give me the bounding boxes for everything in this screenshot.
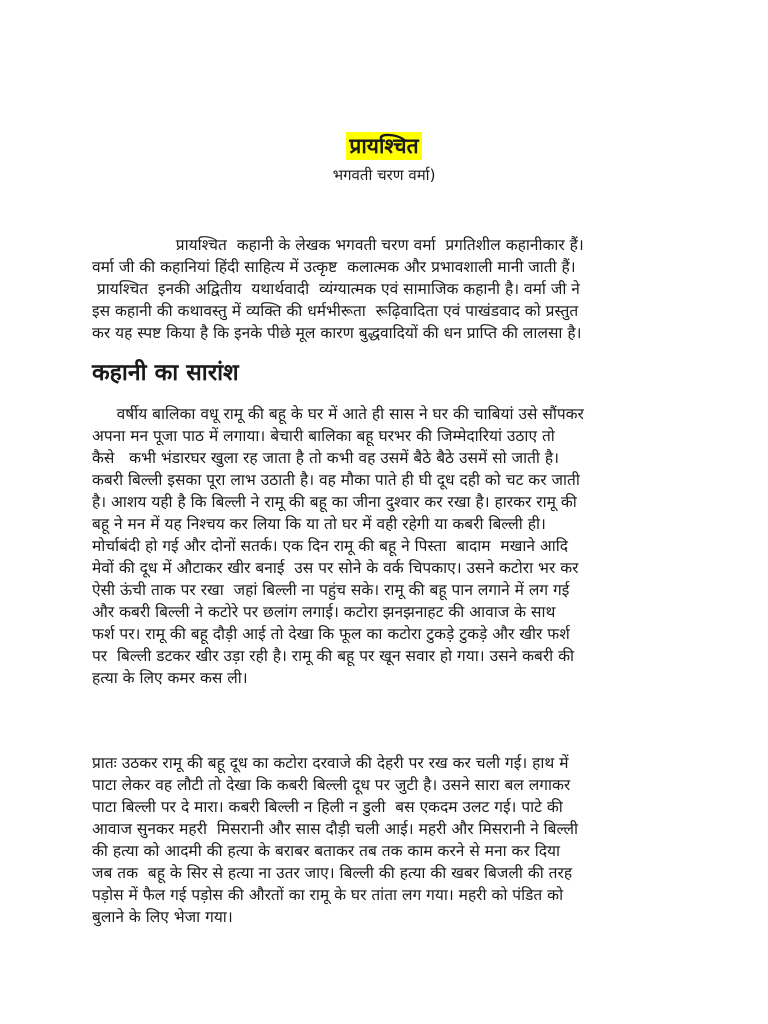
- story-line: पाटा बिल्ली पर दे मारा। कबरी बिल्ली न हिली न डुली बस एकदम उलट गई। पाटे की: [92, 798, 563, 816]
- story-line: पाटा लेकर वह लौटी तो देखा कि कबरी बिल्ली दूध पर जुटी है। उसने सारा बल लगाकर: [92, 776, 571, 794]
- document-title: प्रायश्चित: [346, 132, 421, 160]
- summary-line: कबरी बिल्ली इसका पूरा लाभ उठाती है। वह मौका पाते ही घी दूध दही को चट कर जाती: [92, 471, 580, 489]
- summary-line: कैसे कभी भंडारघर खुला रह जाता है तो कभी वह उसमें बैठे बैठे उसमें सो जाती है।: [92, 449, 559, 467]
- summary-line: ऐसी ऊंची ताक पर रखा जहां बिल्ली ना पहुंच सके। रामू की बहू पान लगाने में लग गई: [92, 581, 570, 599]
- intro-line: प्रायश्चित कहानी के लेखक भगवती चरण वर्मा प्रगतिशील कहानीकार हैं।: [92, 236, 584, 254]
- story-line: जब तक बहू के सिर से हत्या ना उतर जाए। बिल्ली की हत्या की खबर बिजली की तरह: [92, 864, 573, 882]
- story-line: बुलाने के लिए भेजा गया।: [92, 908, 233, 926]
- story-paragraph: [92, 752, 682, 928]
- intro-line: प्रायश्चित इनकी अद्वितीय यथार्थवादी व्यंग्यात्मक एवं सामाजिक कहानी है। वर्मा जी ने: [92, 280, 580, 298]
- summary-line: और कबरी बिल्ली ने कटोरे पर छलांग लगाई। कटोरा झनझनाहट की आवाज के साथ: [92, 603, 556, 621]
- summary-heading: कहानी का सारांश: [92, 360, 239, 386]
- story-line: की हत्या को आदमी की हत्या के बराबर बताकर तब तक काम करने से मना कर दिया: [92, 842, 560, 860]
- title-container: [0, 132, 768, 160]
- summary-line: बहू ने मन में यह निश्चय कर लिया कि या तो घर में वही रहेगी या कबरी बिल्ली ही।: [92, 515, 546, 533]
- author-line: भगवती चरण वर्मा): [332, 166, 436, 184]
- summary-line: हत्या के लिए कमर कस ली।: [92, 669, 248, 687]
- summary-line: अपना मन पूजा पाठ में लगाया। बेचारी बालिका बहू घरभर की जिम्मेदारियां उठाए तो: [92, 427, 555, 445]
- summary-paragraph: [92, 403, 682, 689]
- intro-line: कर यह स्पष्ट किया है कि इनके पीछे मूल कारण बुद्धवादियों की धन प्राप्ति की लालसा है।: [92, 324, 582, 342]
- intro-line: वर्मा जी की कहानियां हिंदी साहित्य में उत्कृष्ट कलात्मक और प्रभावशाली मानी जाती हैं।: [92, 258, 576, 276]
- story-line: प्रातः उठकर रामू की बहू दूध का कटोरा दरवाजे की देहरी पर रख कर चली गई। हाथ में: [92, 754, 569, 772]
- summary-line: फर्श पर। रामू की बहू दौड़ी आई तो देखा कि फूल का कटोरा टुकड़े टुकड़े और खीर फर्श: [92, 625, 570, 643]
- story-line: आवाज सुनकर महरी मिसरानी और सास दौड़ी चली आई। महरी और मिसरानी ने बिल्ली: [92, 820, 579, 838]
- summary-line: पर बिल्ली डटकर खीर उड़ा रही है। रामू की बहू पर खून सवार हो गया। उसने कबरी की: [92, 647, 575, 665]
- intro-paragraph: [92, 234, 682, 344]
- summary-line: वर्षीय बालिका वधू रामू की बहू के घर में आते ही सास ने घर की चाबियां उसे सौंपकर: [92, 405, 584, 423]
- summary-line: है। आशय यही है कि बिल्ली ने रामू की बहू का जीना दुश्वार कर रखा है। हारकर रामू की: [92, 493, 577, 511]
- story-line: पड़ोस में फैल गई पड़ोस की औरतों का रामू के घर तांता लग गया। महरी को पंडित को: [92, 886, 564, 904]
- intro-line: इस कहानी की कथावस्तु में व्यक्ति की धर्मभीरूता रूढ़िवादिता एवं पाखंडवाद को प्रस्तुत: [92, 302, 579, 320]
- summary-line: मोर्चाबंदी हो गई और दोनों सतर्क। एक दिन रामू की बहू ने पिस्ता बादाम मखाने आदि: [92, 537, 569, 555]
- summary-line: मेवों की दूध में औटाकर खीर बनाई उस पर सोने के वर्क चिपकाए। उसने कटोरा भर कर: [92, 559, 579, 577]
